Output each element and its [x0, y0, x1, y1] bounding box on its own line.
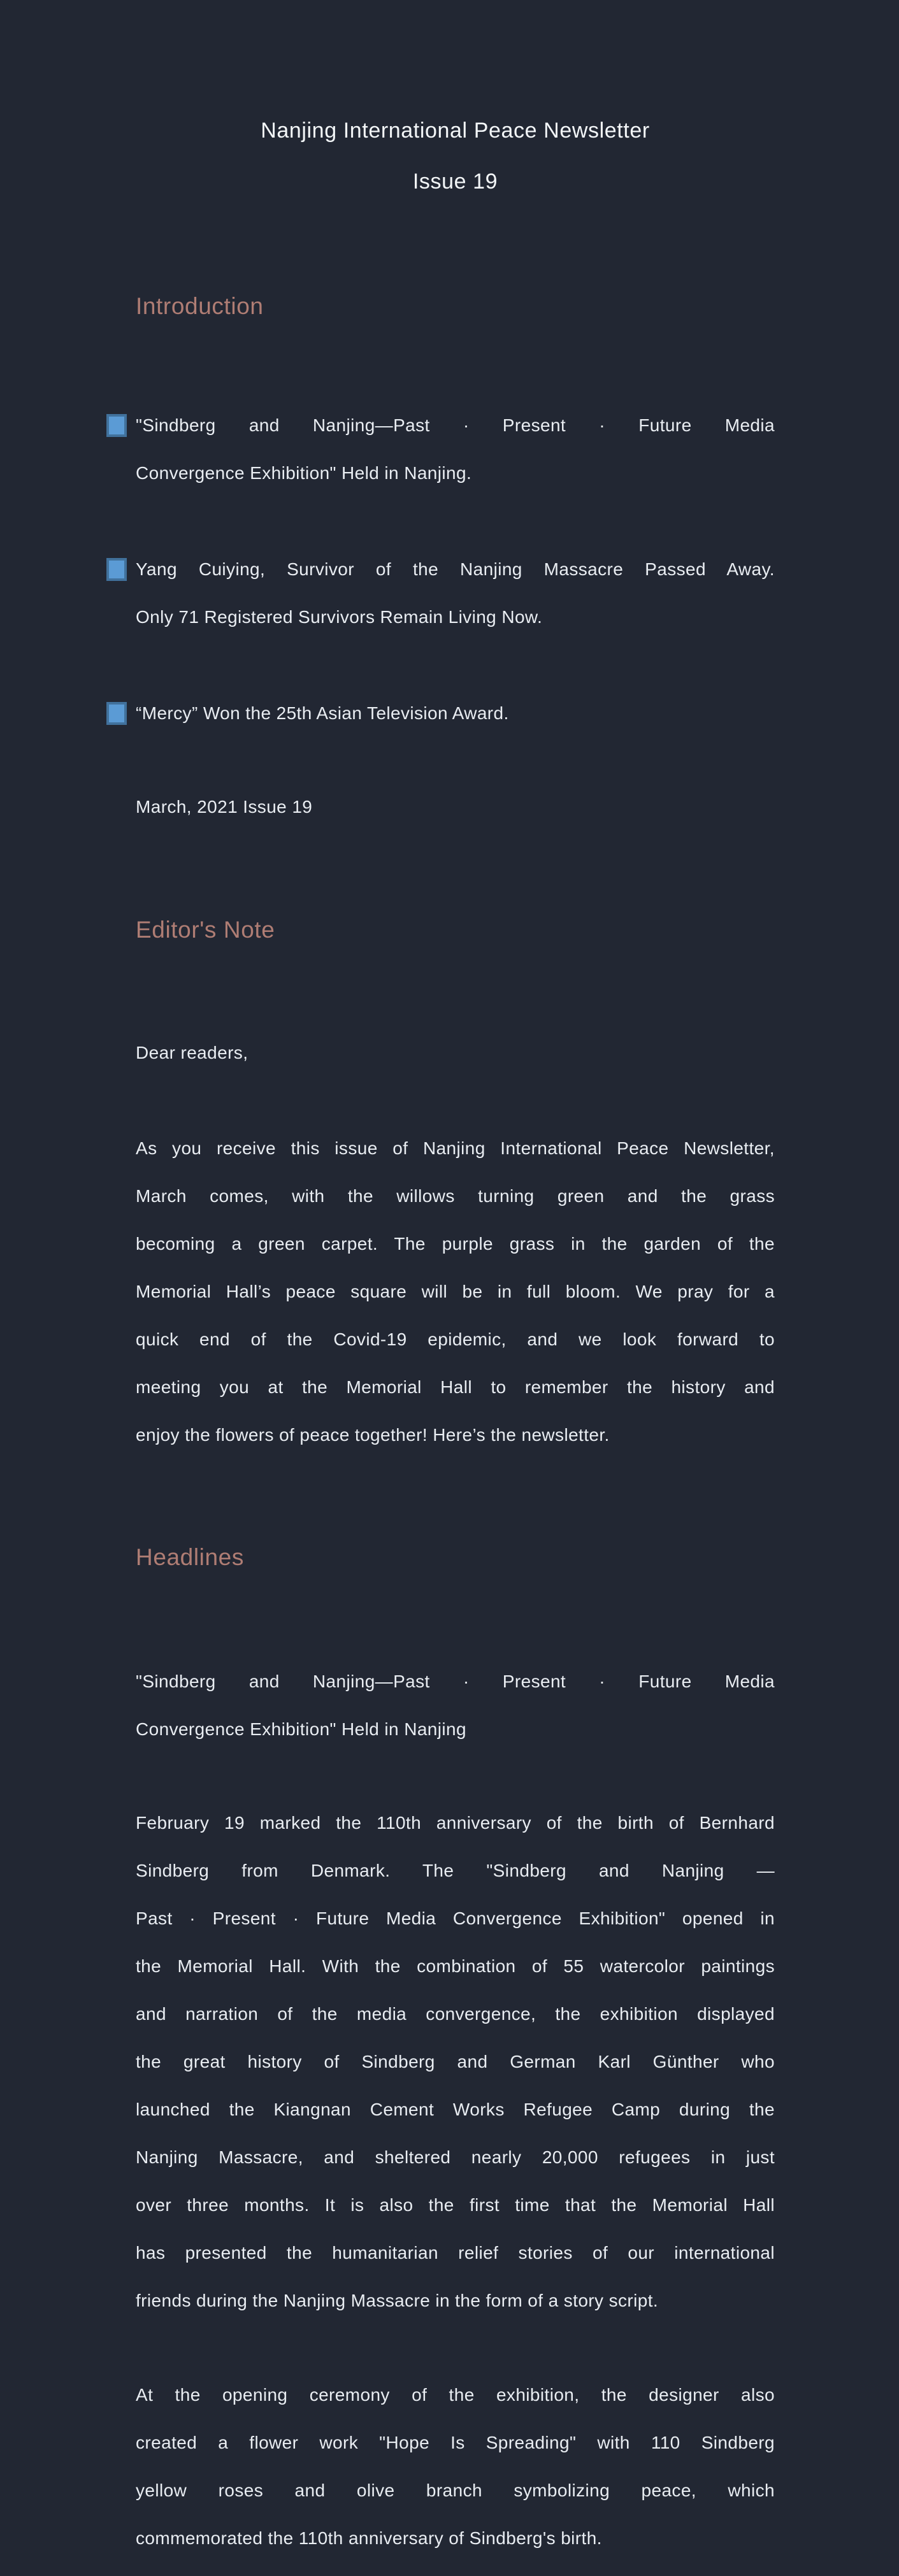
- text-line: "Sindberg and Nanjing—Past · Present · Future Media: [136, 1671, 775, 1691]
- text-line: becoming a green carpet. The purple grass in the garden of the: [136, 1234, 775, 1254]
- headline-paragraph-2: [136, 2371, 775, 2562]
- bullet-text: [136, 545, 775, 641]
- bullet-text: [136, 689, 775, 737]
- newsletter-title: Nanjing International Peace Newsletter: [261, 118, 650, 143]
- issue-date-line: March, 2021 Issue 19: [136, 797, 313, 817]
- headline-paragraph-1: [136, 1799, 775, 2324]
- text-line: Past · Present · Future Media Convergence Exhibition" opened in: [136, 1908, 775, 1928]
- text-line: friends during the Nanjing Massacre in the form of a story script.: [136, 2291, 659, 2310]
- bullet-square-icon: [106, 702, 127, 725]
- text-line: February 19 marked the 110th anniversary of the birth of Bernhard: [136, 1813, 775, 1833]
- text-line: Sindberg from Denmark. The "Sindberg and Nanjing —: [136, 1861, 775, 1880]
- text-line: enjoy the flowers of peace together! Here’s the newsletter.: [136, 1425, 610, 1445]
- text-line: Nanjing Massacre, and sheltered nearly 20,000 refugees in just: [136, 2147, 775, 2167]
- intro-bullet-item: [136, 545, 775, 641]
- bullet-text: [136, 401, 775, 497]
- text-line: “Mercy” Won the 25th Asian Television Award.: [136, 703, 509, 723]
- newsletter-issue: Issue 19: [412, 169, 498, 194]
- text-line: launched the Kiangnan Cement Works Refugee Camp during the: [136, 2100, 775, 2119]
- text-line: meeting you at the Memorial Hall to remember the history and: [136, 1377, 775, 1397]
- section-heading-editors-note: Editor's Note: [136, 917, 275, 943]
- text-line: Yang Cuiying, Survivor of the Nanjing Massacre Passed Away.: [136, 559, 775, 579]
- newsletter-header: [136, 0, 775, 207]
- text-line: As you receive this issue of Nanjing International Peace Newsletter,: [136, 1138, 775, 1158]
- text-line: Convergence Exhibition" Held in Nanjing.: [136, 463, 472, 483]
- section-heading-headlines: Headlines: [136, 1544, 244, 1570]
- text-line: the Memorial Hall. With the combination of 55 watercolor paintings: [136, 1956, 775, 1976]
- text-line: created a flower work "Hope Is Spreading" with 110 Sindberg: [136, 2433, 775, 2452]
- text-line: yellow roses and olive branch symbolizing peace, which: [136, 2480, 775, 2500]
- intro-bullet-item: [136, 689, 775, 737]
- text-line: the great history of Sindberg and German Karl Günther who: [136, 2052, 775, 2072]
- text-line: over three months. It is also the first time that the Memorial Hall: [136, 2195, 775, 2215]
- text-line: has presented the humanitarian relief stories of our international: [136, 2243, 775, 2263]
- section-heading-introduction: Introduction: [136, 293, 264, 319]
- editors-note-paragraph: [136, 1124, 775, 1459]
- bullet-square-icon: [106, 558, 127, 581]
- introduction-bullet-list: [136, 401, 775, 737]
- text-line: Only 71 Registered Survivors Remain Living Now.: [136, 607, 543, 627]
- text-line: Convergence Exhibition" Held in Nanjing: [136, 1719, 466, 1739]
- text-line: commemorated the 110th anniversary of Sindberg's birth.: [136, 2528, 602, 2548]
- text-line: and narration of the media convergence, the exhibition displayed: [136, 2004, 775, 2024]
- salutation-line: Dear readers,: [136, 1043, 248, 1063]
- text-line: March comes, with the willows turning green and the grass: [136, 1186, 775, 1206]
- text-line: At the opening ceremony of the exhibition, the designer also: [136, 2385, 775, 2405]
- text-line: quick end of the Covid-19 epidemic, and we look forward to: [136, 1329, 775, 1349]
- bullet-square-icon: [106, 414, 127, 437]
- intro-bullet-item: [136, 401, 775, 497]
- text-line: Memorial Hall’s peace square will be in full bloom. We pray for a: [136, 1282, 775, 1301]
- text-line: "Sindberg and Nanjing—Past · Present · Future Media: [136, 415, 775, 435]
- headline-article-title: [136, 1657, 775, 1753]
